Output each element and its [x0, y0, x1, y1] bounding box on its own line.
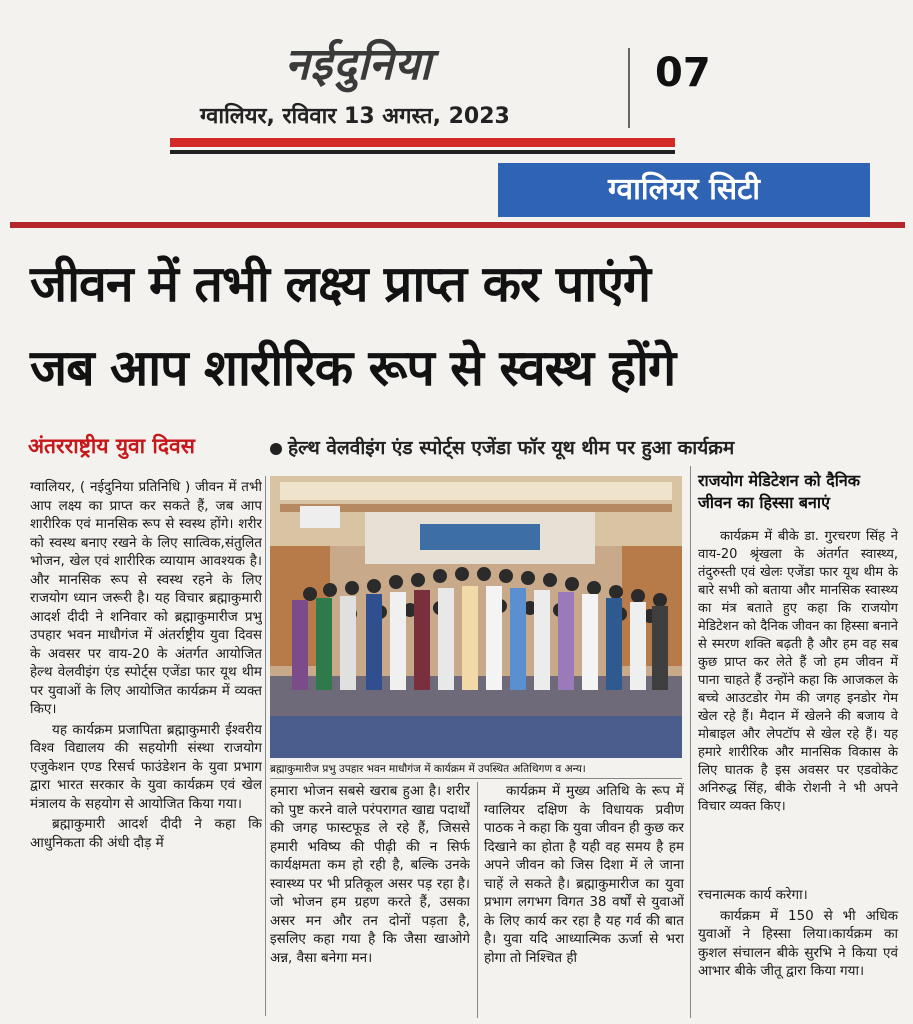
section-label: ग्वालियर सिटी — [498, 163, 870, 217]
paragraph: ग्वालियर, ( नईदुनिया प्रतिनिधि ) जीवन में तभी आप लक्ष्य का प्राप्त कर सकते हैं, जब आप शारीरिक एवं मानसिक रूप से स्वस्थ होंगे। शरीर को स्वस्थ बनाए रखने के लिए सात्विक,संतुलित भोजन, खेल एवं शारीरिक व्यायाम आवश्यक है। और मानसिक रूप से स्वस्थ रहने के लिए राजयोग ध्यान जरूरी है। यह विचार ब्रह्माकुमारी आदर्श दीदी ने शनिवार को ब्रह्माकुमारीज प्रभु उपहार भवन माधौगंज में अंतर्राष्ट्रीय युवा दिवस के अवसर पर वाय-20 के अंतर्गत आयोजित हेल्थ वेलवीइंग एंड स्पोर्ट्स एजेंडा फार यूथ थीम पर युवाओं के लिए आयोजित कार्यक्रम में व्यक्त किए। — [30, 479, 262, 717]
masthead-black-rule — [170, 150, 675, 154]
photo-caption: ब्रह्माकुमारीज प्रभु उपहार भवन माधौगंज में कार्यक्रम में उपस्थित अतिथिगण व अन्य। — [270, 763, 586, 775]
side-heading: राजयोग मेडिटेशन को दैनिक जीवन का हिस्सा बनाएं — [698, 471, 861, 512]
page-number: 07 — [655, 50, 711, 96]
article-column-4 — [698, 528, 898, 818]
column-divider — [690, 466, 691, 1018]
article-column-4-continued — [698, 886, 898, 983]
event-photo — [270, 476, 682, 758]
paragraph: ब्रह्माकुमारी आदर्श दीदी ने कहा कि आधुनिकता की अंधी दौड़ में — [30, 816, 262, 851]
masthead-divider — [628, 48, 630, 128]
masthead — [170, 10, 680, 130]
paragraph: कार्यक्रम में बीके डा. गुरचरण सिंह ने वाय-20 श्रृंखला के अंतर्गत स्वास्थ्य, तंदुरुस्ती एवं खेलः एजेंडा फार यूथ थीम के बारे सभी को बताया और मानसिक स्वास्थ्य का मंत्र बताते हुए कहा कि राजयोग मेडिटेशन को दैनिक जीवन का हिस्सा बनाने से स्मरण शक्ति बढ़ती है और हम वह सब कुछ प्राप्त कर लेते हैं जो हम जीवन में पाना चाहते हैं उन्होंने कहा कि आजकल के बच्चे आउटडोर गेम की जगह इनडोर गेम खेल रहे हैं। मैदान में खेलने की बजाय वे मोबाइल और लेपटॉप से खेल रहे हैं। यह हमारे शारीरिक और मानसिक विकास के लिए घातक है इस अवसर पर एडवोकेट अनिरुद्ध सिंह, बीके रोशनी ने भी अपने विचार व्यक्त किए। — [698, 529, 898, 814]
paragraph: यह कार्यक्रम प्रजापिता ब्रह्माकुमारी ईश्वरीय विश्व विद्यालय की सहयोगी संस्था राजयोग एजुकेशन एण्ड रिसर्च फाउंडेशन के युवा प्रभाग द्वारा भारत सरकार के युवा कार्यक्रम एवं खेल मंत्रालय के सहयोग से आयोजित किया गया। — [30, 721, 262, 812]
headline-line-2: जब आप शारीरिक रूप से स्वस्थ होंगे — [30, 339, 676, 397]
subhead-text: हेल्थ वेलवीइंग एंड स्पोर्ट्स एजेंडा फॉर यूथ थीम पर हुआ कार्यक्रम — [288, 437, 735, 459]
headline-line-1: जीवन में तभी लक्ष्य प्राप्त कर पाएंगे — [30, 255, 650, 313]
paragraph: हमारा भोजन सबसे खराब हुआ है। शरीर को पुष्ट करने वाले परंपरागत खाद्य पदार्थों की जगह फास्टफूड ले रहे हैं, जिससे हमारी भविष्य की पीढ़ी की न सिर्फ कार्यक्षमता कम हो रही है, बल्कि उनके स्वास्थ्य पर भी प्रतिकूल असर पड़ रहा है। जो भोजन हम ग्रहण करते हैं, उसका असर मन और तन दोनों पड़ता है, इसलिए कहा गया है कि जैसा खाओगे अन्न, वैसा बनेगा मन। — [270, 783, 470, 966]
newspaper-logo: नईदुनिया — [285, 39, 433, 90]
masthead-red-rule — [170, 138, 675, 147]
column-divider — [477, 782, 478, 1018]
caption-rule — [270, 778, 682, 779]
subhead — [270, 434, 734, 460]
article-column-1 — [30, 478, 262, 1018]
article-column-3 — [484, 782, 684, 1018]
bullet-icon — [270, 443, 282, 455]
column-divider — [265, 476, 266, 1016]
paragraph: कार्यक्रम में मुख्य अतिथि के रूप में ग्वालियर दक्षिण के विधायक प्रवीण पाठक ने कहा कि युवा जीवन ही कुछ कर दिखाने का होता है यही वह समय है हम अपने जीवन को जिस दिशा में ले जाना चाहें ले सकते है। ब्रह्माकुमारीज का युवा प्रभाग लगभग विगत 38 वर्षों से युवाओं के लिए कार्य कर रहा है यह गर्व की बात है। युवा यदि आध्यात्मिक ऊर्जा से भरा होगा तो निश्चित ही — [484, 783, 684, 966]
article-column-2 — [270, 782, 470, 1018]
paragraph: रचनात्मक कार्य करेगा। — [698, 887, 808, 903]
paragraph: कार्यक्रम में 150 से भी अधिक युवाओं ने हिस्सा लिया।कार्यक्रम का कुशल संचालन बीके सुरभि ने किया एवं आभार बीके जीतू द्वारा किया गया। — [698, 907, 898, 979]
page-top-rule — [10, 222, 905, 228]
kicker: अंतरराष्ट्रीय युवा दिवस — [28, 434, 195, 458]
dateline: ग्वालियर, रविवार 13 अगस्त, 2023 — [200, 104, 510, 129]
